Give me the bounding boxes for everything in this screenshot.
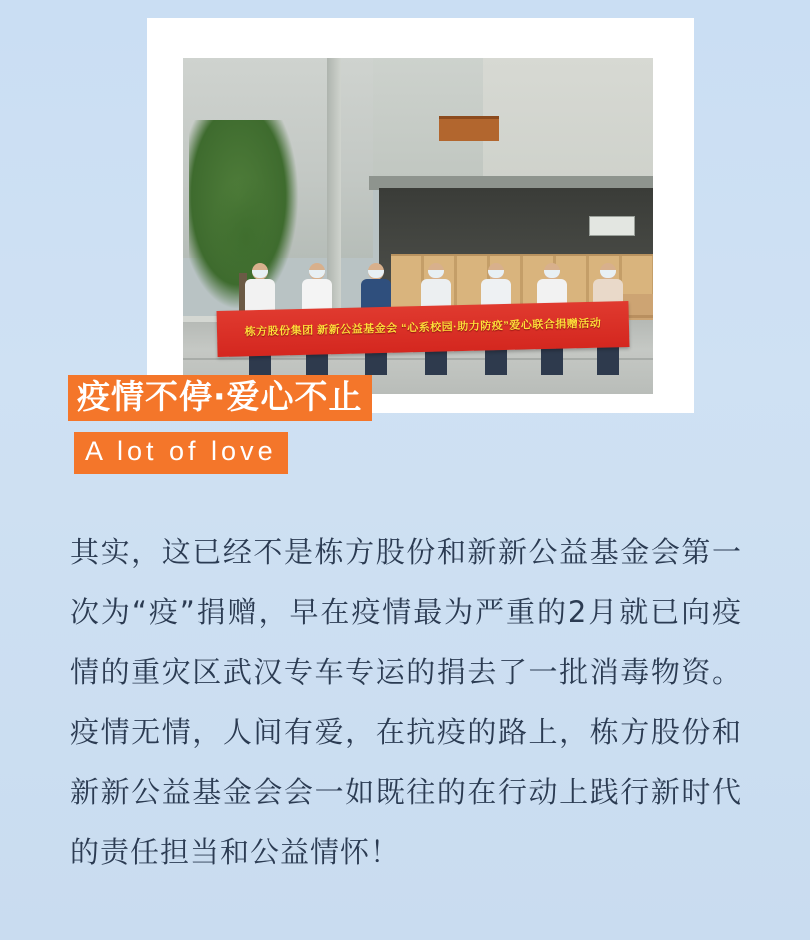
photo-wall-sign	[589, 216, 635, 236]
photo-vent-grille	[439, 116, 499, 141]
page-title-chinese: 疫情不停·爱心不止	[68, 375, 372, 421]
donation-photo	[183, 58, 653, 394]
donation-banner-text: 栋方股份集团 新新公益基金会 “心系校园·助力防疫”爱心联合捐赠活动	[244, 317, 602, 339]
article-body-paragraph: 其实，这已经不是栋方股份和新新公益基金会第一次为“疫”捐赠，早在疫情最为严重的2月就已向疫情的重灾区武汉专车专运的捐去了一批消毒物资。疫情无情，人间有爱，在抗疫的路上，栋方股份和新新公益基金会会一如既往的在行动上践行新时代的责任担当和公益情怀！	[70, 535, 742, 869]
page-title-english: A lot of love	[74, 432, 288, 474]
